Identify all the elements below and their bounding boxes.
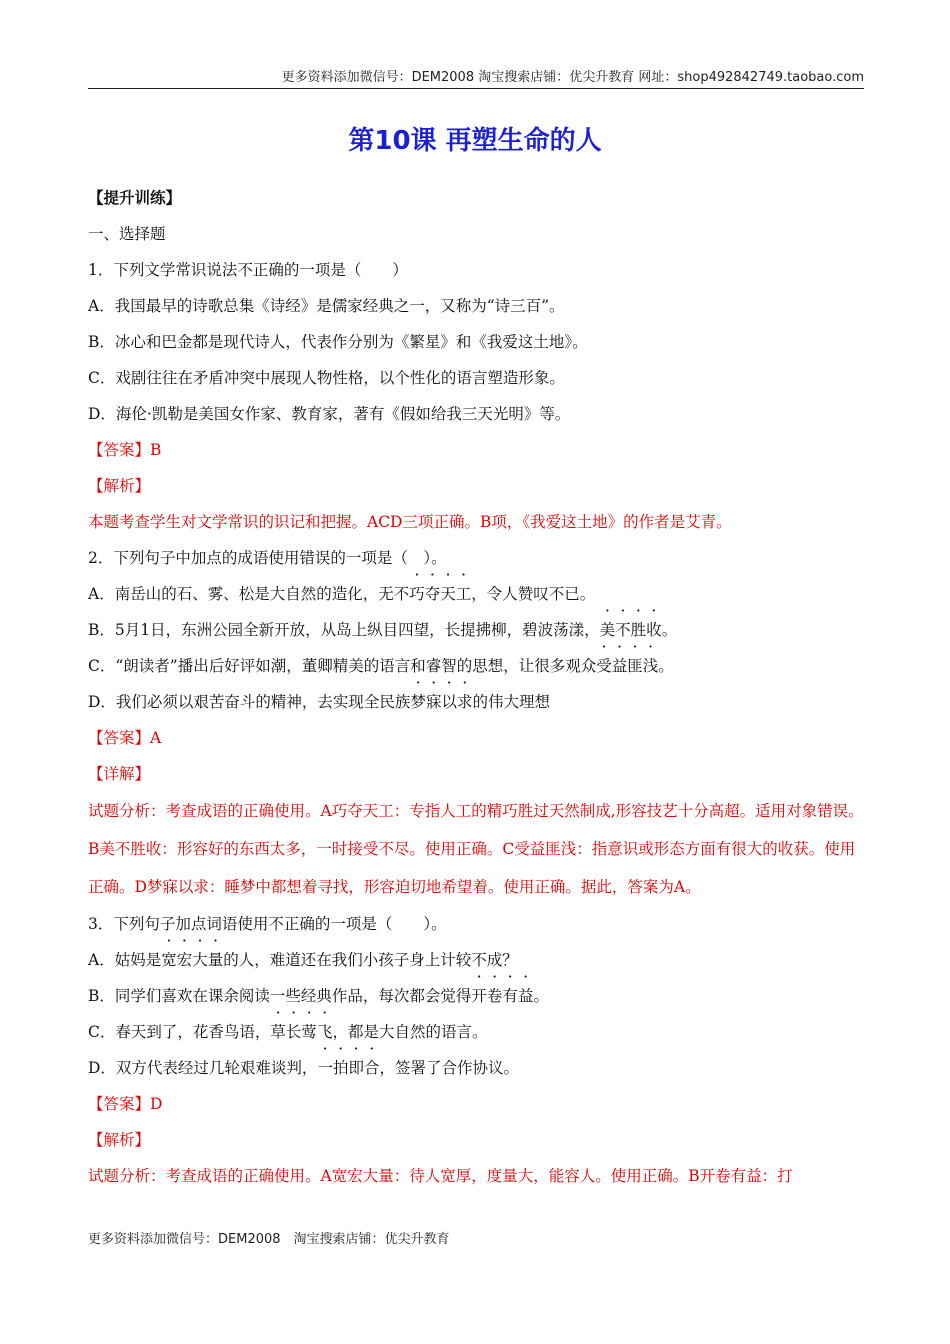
q2-d-pre: D．我们必须以艰苦奋斗的精神，去实现全民族 [88,693,411,711]
q3-answer [88,1086,864,1122]
dotted-char: 胜 [630,621,647,639]
dotted-char: 草 [270,1023,286,1041]
q3-a-post: 的人，难道还在我们小孩子身上计较不成？ [223,951,518,969]
q2-option-a [88,576,864,612]
dotted-char: 卷 [486,987,503,1005]
q2-a-post: ，令人赞叹不已。 [471,585,596,603]
dotted-char: 浅 [642,657,659,675]
q1-answer-label: 【答案】 [88,441,151,459]
q3-b-post: 。 [533,987,549,1005]
dotted-char: 即 [348,1059,364,1077]
q1-analysis-label: 【解析】 [88,477,151,495]
dotted-char: 大 [192,951,208,969]
q2-stem: 2．下列句子中加点的成语使用错误的一项是（ ）。 [88,549,447,567]
page-footer: 更多资料添加微信号：DEM2008 淘宝搜索店铺：优尖升教育 [88,1232,450,1247]
q2-answer [88,720,864,756]
dotted-char: 巧 [409,585,425,603]
q2-c-post: 。 [658,657,674,675]
dotted-char: 一 [317,1059,333,1077]
q1-analysis: 本题考查学生对文学常识的识记和把握。ACD三项正确。B项，《我爱这土地》的作者是艾青。 [88,513,732,531]
page-header: 更多资料添加微信号：DEM2008 淘宝搜索店铺：优尖升教育 网址：shop492842749.taobao.com [281,70,864,85]
q3-d-post: ，签署了合作协议。 [379,1059,520,1077]
dotted-char: 收 [646,621,662,639]
q1-answer-value: B [150,441,162,459]
q3-a-pre: A．姑妈是 [88,951,162,969]
q2-c-pre: C．“朗读者”播出后好评如潮，董卿精美的语言和睿智的思想，让很多观众 [88,657,597,675]
q1-option-a: A．我国最早的诗歌总集《诗经》是儒家经典之一，又称为“诗三百”。 [88,297,565,315]
q2-answer-label: 【答案】 [88,729,151,747]
dotted-char: 益 [517,987,534,1005]
q3-option-d [88,1050,864,1086]
q3-b-idiom [471,987,533,1005]
q2-b-pre: B．5月1日，东洲公园全新开放，从岛上纵目四望，长提拂柳，碧波荡漾， [88,621,600,639]
dotted-char: 梦 [410,693,426,711]
q2-option-c [88,648,864,684]
q2-a-pre: A．南岳山的石、雾、松是大自然的造化，无不 [88,585,410,603]
q2-a-idiom [409,585,471,603]
dotted-char: 拍 [332,1059,349,1077]
document-body [88,180,864,1194]
q3-c-post: ，都是大自然的语言。 [332,1023,488,1041]
q2-d-post: 的伟大理想 [472,693,551,711]
dotted-char: 宽 [161,951,177,969]
q1-option-b: B．冰心和巴金都是现代诗人，代表作分别为《繁星》和《我爱这土地》。 [88,333,588,351]
dotted-char: 益 [611,657,628,675]
q3-a-idiom [161,951,223,969]
subsection-heading: 一、选择题 [88,225,166,243]
q1-answer [88,432,864,468]
dotted-char: 合 [363,1059,380,1077]
q2-answer-value: A [150,729,162,747]
dotted-char: 莺 [301,1023,317,1041]
dotted-char: 匪 [627,657,643,675]
dotted-char: 工 [455,585,472,603]
q2-option-d [88,684,864,720]
q3-analysis: 试题分析：考查成语的正确使用。A宽宏大量：待人宽厚，度量大，能容人。使用正确。B开卷有益：打 [88,1167,793,1185]
q3-c-pre: C．春天到了，花香鸟语， [88,1023,271,1041]
q3-stem: 3．下列句子加点词语使用不正确的一项是（ ）。 [88,915,447,933]
q3-answer-label: 【答案】 [88,1095,151,1113]
dotted-char: 开 [471,987,487,1005]
q2-b-post: 。 [661,621,678,639]
q2-option-b [88,612,864,648]
dotted-char: 寐 [425,693,442,711]
dotted-char: 以 [441,693,457,711]
dotted-char: 受 [596,657,612,675]
q3-answer-value: D [150,1095,163,1113]
dotted-char: 不 [615,621,631,639]
section-label: 【提升训练】 [88,188,182,207]
dotted-char: 天 [440,585,456,603]
dotted-char: 飞 [316,1023,333,1041]
dotted-char: 美 [599,621,616,639]
q1-stem: 1．下列文学常识说法不正确的一项是（ ） [88,261,408,279]
header-divider [88,88,864,89]
dotted-char: 有 [502,987,518,1005]
q3-option-b [88,978,864,1014]
q1-option-c: C．戏剧往往在矛盾冲突中展现人物性格，以个性化的语言塑造形象。 [88,369,565,387]
dotted-char: 夺 [424,585,441,603]
q3-option-c [88,1014,864,1050]
q1-option-d: D．海伦·凯勒是美国女作家、教育家，著有《假如给我三天光明》等。 [88,405,571,423]
q3-d-idiom [317,1059,379,1077]
dotted-char: 量 [207,951,224,969]
q3-b-pre: B．同学们喜欢在课余阅读一些经典作品，每次都会觉得 [88,987,472,1005]
dotted-char: 长 [285,1023,302,1041]
dotted-char: 宏 [176,951,193,969]
q2-analysis-label: 【详解】 [88,765,151,783]
q3-d-pre: D．双方代表经过几轮艰难谈判， [88,1059,318,1077]
q2-c-idiom [596,657,658,675]
q2-analysis: 试题分析：考查成语的正确使用。A巧夺天工：专指人工的精巧胜过天然制成,形容技艺十分高超。适用对象错误。B美不胜收：形容好的东西太多，一时接受不尽。使用正确。C受益匪浅：指意识或形态方面有很大的收获。使用正确。D梦寐以求：睡梦中都想着寻找，形容迫切地希望着。使用正确。据此，答案为A。 [88,802,864,896]
q2-d-idiom [410,693,472,711]
q3-analysis-label: 【解析】 [88,1131,151,1149]
page-title: 第10课 再塑生命的人 [348,126,602,156]
dotted-char: 求 [456,693,473,711]
